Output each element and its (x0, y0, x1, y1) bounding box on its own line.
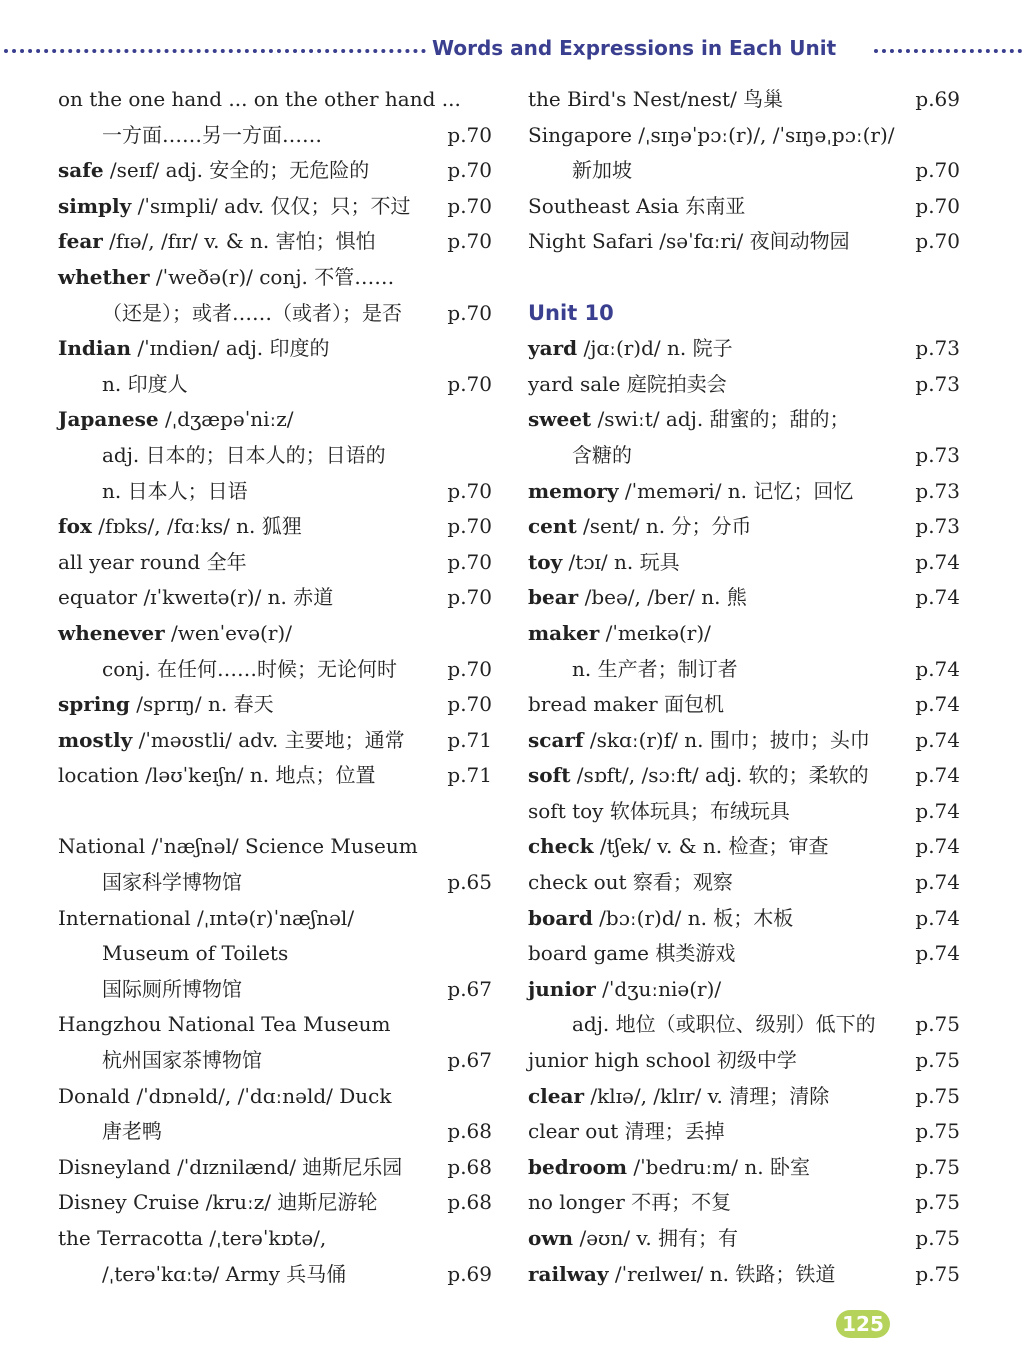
page-reference: p.75 (915, 1048, 960, 1073)
entry-text (572, 1007, 876, 1043)
vocab-entry (58, 1007, 492, 1043)
headword: toy (528, 549, 563, 574)
unit-heading (528, 296, 960, 332)
headword: Japanese (58, 407, 159, 432)
entry-text (102, 1043, 262, 1079)
vocab-entry (528, 224, 960, 260)
entry-text (58, 402, 294, 438)
entry-definition: location /ləʊˈkeɪʃn/ n. 地点；位置 (58, 763, 376, 788)
entry-text (58, 82, 461, 118)
entry-definition: yard sale 庭院拍卖会 (528, 371, 727, 396)
vocab-entry (528, 616, 960, 652)
entry-definition: clear out 清理；丢掉 (528, 1119, 725, 1144)
vocab-entry (528, 936, 960, 972)
vocab-entry (58, 1150, 492, 1186)
entry-definition: Southeast Asia 东南亚 (528, 193, 746, 218)
vocab-entry (528, 652, 960, 688)
entry-text (528, 296, 614, 332)
entry-text (58, 331, 330, 367)
vocab-entry (528, 687, 960, 723)
page-reference: p.74 (915, 692, 960, 717)
headword: mostly (58, 727, 133, 752)
entry-definition: soft toy 软体玩具；布绒玩具 (528, 798, 790, 823)
entry-text (528, 794, 790, 830)
page-reference: p.74 (915, 727, 960, 752)
entry-text (58, 153, 369, 189)
entry-text (528, 616, 711, 652)
page-reference: p.75 (915, 1190, 960, 1215)
page-reference: p.70 (447, 478, 492, 503)
page-reference: p.74 (915, 585, 960, 610)
entry-definition: n. 印度人 (102, 371, 188, 396)
entry-text (58, 758, 376, 794)
vocab-entry (58, 296, 492, 332)
page-reference: p.71 (447, 763, 492, 788)
entry-text (528, 189, 745, 225)
page-reference: p.70 (447, 585, 492, 610)
headword: Indian (58, 336, 131, 361)
entry-text (102, 438, 386, 474)
headword: bedroom (528, 1154, 628, 1179)
vocab-entry (58, 1043, 492, 1079)
entry-definition: /ˈɪndiən/ adj. 印度的 (130, 336, 330, 361)
entry-text (58, 580, 333, 616)
entry-definition: equator /ɪˈkweɪtə(r)/ n. 赤道 (58, 585, 334, 610)
entry-text (58, 723, 405, 759)
entry-text (528, 331, 733, 367)
vocab-entry (58, 829, 492, 865)
page-reference: p.70 (915, 158, 960, 183)
page-reference: p.69 (447, 1261, 492, 1286)
entry-definition: /ˈmeməri/ n. 记忆；回忆 (618, 478, 854, 503)
entry-text (528, 829, 829, 865)
entry-text (58, 901, 354, 937)
entry-text (528, 402, 850, 438)
entry-definition: /tʃek/ v. & n. 检查；审查 (593, 834, 829, 859)
entry-definition: /klɪə/, /klɪr/ v. 清理；清除 (584, 1083, 830, 1108)
page-reference: p.70 (447, 229, 492, 254)
entry-text (102, 474, 248, 510)
page-reference: p.73 (915, 336, 960, 361)
vocab-entry (58, 545, 492, 581)
entry-definition: adj. 地位（或职位、级别）低下的 (572, 1012, 876, 1037)
entry-text (528, 580, 747, 616)
header-dotted-rule-right (874, 49, 1022, 53)
page-reference: p.70 (447, 158, 492, 183)
page-reference: p.74 (915, 834, 960, 859)
entry-definition: /ˈməʊstli/ adv. 主要地；通常 (132, 727, 405, 752)
entry-definition: /seɪf/ adj. 安全的；无危险的 (103, 158, 370, 183)
entry-definition: Night Safari /səˈfɑːri/ 夜间动物园 (528, 229, 850, 254)
entry-definition: junior high school 初级中学 (528, 1048, 797, 1073)
entry-definition: /ˈreɪlweɪ/ n. 铁路；铁道 (608, 1261, 836, 1286)
entry-definition: /bɔː(r)d/ n. 板；木板 (592, 905, 794, 930)
vocab-entry (58, 474, 492, 510)
headword: cent (528, 514, 577, 539)
entry-definition: National /ˈnæʃnəl/ Science Museum (58, 834, 418, 859)
vocab-entry (58, 1221, 492, 1257)
entry-definition: /jɑː(r)d/ n. 院子 (577, 336, 733, 361)
entry-definition: /beə/, /ber/ n. 熊 (578, 585, 747, 610)
entry-definition: 含糖的 (572, 442, 632, 467)
entry-text (102, 367, 188, 403)
vocab-entry (528, 153, 960, 189)
entry-definition: bread maker 面包机 (528, 692, 725, 717)
entry-text (528, 224, 850, 260)
vocab-entry (58, 153, 492, 189)
page-reference: p.67 (447, 976, 492, 1001)
entry-definition: conj. 在任何……时候；无论何时 (102, 656, 398, 681)
entry-text (528, 687, 724, 723)
page-reference: p.70 (915, 229, 960, 254)
vocab-entry (528, 1043, 960, 1079)
entry-text (102, 1114, 162, 1150)
entry-definition: the Bird's Nest/nest/ 鸟巢 (528, 87, 784, 111)
page-reference: p.70 (447, 371, 492, 396)
vocab-entry (58, 438, 492, 474)
entry-definition: /ˈsɪmpli/ adv. 仅仅；只；不过 (131, 193, 411, 218)
spacer (58, 794, 492, 830)
entry-definition: /ˌdʒæpəˈniːz/ (158, 407, 294, 432)
entry-definition: /swiːt/ adj. 甜蜜的；甜的； (591, 407, 850, 432)
entry-definition: /fɒks/, /fɑːks/ n. 狐狸 (91, 514, 302, 539)
vocab-entry (58, 865, 492, 901)
page-reference: p.70 (447, 656, 492, 681)
entry-text (572, 153, 632, 189)
entry-text (58, 1221, 326, 1257)
entry-text (528, 758, 869, 794)
entry-text (528, 1221, 738, 1257)
headword: memory (528, 478, 619, 503)
vocab-entry (58, 652, 492, 688)
entry-definition: 新加坡 (572, 158, 632, 183)
vocab-entry (528, 758, 960, 794)
vocab-entry (58, 758, 492, 794)
entry-definition: /ˈbedruːm/ n. 卧室 (627, 1154, 810, 1179)
page-reference: p.65 (447, 870, 492, 895)
entry-text (58, 616, 292, 652)
page-reference: p.74 (915, 941, 960, 966)
headword: own (528, 1226, 574, 1250)
entry-text (528, 1185, 731, 1221)
vocab-entry (528, 367, 960, 403)
vocab-entry (528, 509, 960, 545)
headword: maker (528, 620, 600, 645)
headword: whenever (58, 620, 165, 645)
entry-text (528, 118, 895, 154)
entry-definition: /ˈdʒuːniə(r)/ (595, 976, 722, 1001)
page-reference: p.71 (447, 727, 492, 752)
entry-text (528, 1043, 797, 1079)
vocab-entry (528, 1185, 960, 1221)
spacer (528, 260, 960, 296)
entry-definition: adj. 日本的；日本人的；日语的 (102, 442, 386, 467)
vocab-entry (528, 1150, 960, 1186)
headword: board (528, 905, 593, 930)
entry-definition: Disneyland /ˈdɪznilænd/ 迪斯尼乐园 (58, 1154, 403, 1179)
page-reference: p.70 (447, 122, 492, 147)
page-reference: p.69 (915, 87, 960, 111)
entry-definition: /wenˈevə(r)/ (164, 620, 292, 645)
page-reference: p.74 (915, 905, 960, 930)
entry-definition: Hangzhou National Tea Museum (58, 1012, 391, 1037)
entry-text (58, 509, 302, 545)
vocab-entry (528, 474, 960, 510)
vocab-entry (58, 723, 492, 759)
page-reference: p.75 (915, 1012, 960, 1037)
page-reference: p.70 (447, 300, 492, 325)
vocab-entry (58, 331, 492, 367)
entry-definition: Unit 10 (528, 300, 614, 325)
page-reference: p.74 (915, 656, 960, 681)
vocab-entry (58, 367, 492, 403)
vocab-entry (58, 936, 492, 972)
entry-text (58, 1185, 377, 1221)
vocab-entry (528, 794, 960, 830)
headword: railway (528, 1261, 609, 1286)
vocab-entry (528, 1114, 960, 1150)
page-reference: p.73 (915, 371, 960, 396)
entry-text (58, 189, 411, 225)
page-reference: p.74 (915, 763, 960, 788)
entry-definition: the Terracotta /ˌterəˈkɒtə/, (58, 1226, 327, 1250)
entry-definition: on the one hand ... on the other hand ... (58, 87, 461, 111)
entry-definition: no longer 不再；不复 (528, 1190, 732, 1215)
entry-text (528, 723, 870, 759)
entry-text (58, 545, 247, 581)
page-reference: p.73 (915, 478, 960, 503)
entry-text (528, 1079, 829, 1115)
vocab-entry (58, 509, 492, 545)
entry-text (528, 1257, 835, 1293)
headword: safe (58, 158, 104, 183)
left-column (58, 82, 492, 1292)
headword: check (528, 834, 594, 859)
headword: clear (528, 1083, 584, 1108)
page-title: Words and Expressions in Each Unit (432, 36, 837, 60)
entry-definition: /skɑː(r)f/ n. 围巾；披巾；头巾 (583, 727, 870, 752)
entry-definition: 唐老鸭 (102, 1119, 162, 1144)
entry-text (58, 687, 274, 723)
headword: sweet (528, 407, 592, 432)
vocab-entry (58, 260, 492, 296)
entry-text (102, 865, 242, 901)
entry-text (528, 865, 733, 901)
page-reference: p.75 (915, 1154, 960, 1179)
entry-definition: Donald /ˈdɒnəld/, /ˈdɑːnəld/ Duck (58, 1083, 392, 1108)
vocab-entry (58, 224, 492, 260)
entry-definition: 国际厕所博物馆 (102, 976, 242, 1001)
entry-definition: International /ˌɪntə(r)ˈnæʃnəl/ (58, 905, 355, 930)
header-dotted-rule-left (4, 49, 426, 53)
entry-text (58, 1079, 391, 1115)
vocab-entry (58, 1114, 492, 1150)
vocab-entry (528, 723, 960, 759)
vocab-entry (58, 1185, 492, 1221)
entry-text (102, 972, 242, 1008)
page-reference: p.70 (447, 514, 492, 539)
entry-definition: 杭州国家茶博物馆 (102, 1048, 262, 1073)
headword: simply (58, 193, 132, 218)
headword: fear (58, 229, 103, 254)
entry-definition: /ˌterəˈkɑːtə/ Army 兵马俑 (102, 1261, 347, 1286)
entry-text (528, 545, 680, 581)
vocab-entry (528, 118, 960, 154)
entry-text (572, 652, 738, 688)
entry-text (102, 118, 322, 154)
page-reference: p.70 (447, 692, 492, 717)
entry-text (528, 82, 783, 118)
entry-text (528, 367, 727, 403)
headword: fox (58, 514, 92, 539)
entry-definition: /tɔɪ/ n. 玩具 (562, 549, 680, 574)
vocab-entry (58, 972, 492, 1008)
vocab-entry (528, 865, 960, 901)
vocab-entry (528, 438, 960, 474)
entry-definition: /ˈweðə(r)/ conj. 不管…… (149, 264, 395, 289)
vocab-entry (528, 1221, 960, 1257)
entry-definition: 一方面……另一方面…… (102, 122, 322, 147)
entry-text (58, 260, 394, 296)
headword: yard (528, 336, 578, 361)
page-reference: p.74 (915, 549, 960, 574)
vocab-entry (58, 118, 492, 154)
vocab-entry (528, 331, 960, 367)
page-reference: p.75 (915, 1083, 960, 1108)
entry-definition: /ˈmeɪkə(r)/ (599, 620, 711, 645)
vocab-entry (528, 545, 960, 581)
vocab-entry (58, 189, 492, 225)
page-number-badge: 125 (836, 1310, 890, 1338)
entry-text (528, 474, 853, 510)
vocab-entry (58, 901, 492, 937)
entry-definition: Museum of Toilets (102, 941, 289, 966)
vocab-entry (528, 189, 960, 225)
page-reference: p.75 (915, 1226, 960, 1250)
entry-definition: 国家科学博物馆 (102, 870, 242, 895)
page-header (0, 34, 1024, 64)
entry-text (528, 1150, 810, 1186)
vocab-entry (528, 901, 960, 937)
entry-definition: /əʊn/ v. 拥有；有 (573, 1226, 739, 1250)
page-reference: p.68 (447, 1154, 492, 1179)
vocab-entry (58, 580, 492, 616)
entry-definition: n. 生产者；制订者 (572, 656, 738, 681)
page-reference: p.73 (915, 514, 960, 539)
entry-definition: /sprɪŋ/ n. 春天 (129, 692, 274, 717)
entry-text (58, 829, 418, 865)
entry-text (528, 972, 721, 1008)
right-column (528, 82, 960, 1292)
page-reference: p.75 (915, 1261, 960, 1286)
entry-text (528, 509, 752, 545)
entry-text (102, 1257, 346, 1293)
entry-text (102, 936, 288, 972)
entry-text (102, 296, 402, 332)
page-reference: p.68 (447, 1190, 492, 1215)
vocab-entry (528, 972, 960, 1008)
entry-definition: /sent/ n. 分；分币 (576, 514, 752, 539)
entry-text (528, 901, 793, 937)
vocab-entry (528, 1257, 960, 1293)
headword: whether (58, 264, 150, 289)
entry-definition: /sɒft/, /sɔːft/ adj. 软的；柔软的 (570, 763, 869, 788)
entry-definition: /fɪə/, /fɪr/ v. & n. 害怕；惧怕 (102, 229, 376, 254)
entry-text (102, 652, 397, 688)
page-reference: p.68 (447, 1119, 492, 1144)
entry-definition: check out 察看；观察 (528, 870, 733, 895)
vocab-entry (528, 1079, 960, 1115)
vocab-entry (528, 1007, 960, 1043)
headword: junior (528, 976, 596, 1001)
vocab-entry (58, 1079, 492, 1115)
page-reference: p.70 (447, 193, 492, 218)
headword: bear (528, 585, 579, 610)
page-reference: p.74 (915, 870, 960, 895)
entry-definition: board game 棋类游戏 (528, 941, 736, 966)
headword: soft (528, 763, 571, 788)
entry-definition: n. 日本人；日语 (102, 478, 248, 503)
vocab-entry (528, 82, 960, 118)
entry-definition: Singapore /ˌsɪŋəˈpɔː(r)/, /ˈsɪŋəˌpɔː(r)/ (528, 122, 895, 147)
page-reference: p.73 (915, 442, 960, 467)
vocab-entry (58, 402, 492, 438)
vocab-entry (58, 1257, 492, 1293)
vocab-entry (58, 616, 492, 652)
headword: scarf (528, 727, 584, 752)
vocab-entry (528, 580, 960, 616)
page-reference: p.70 (915, 193, 960, 218)
page-reference: p.70 (447, 549, 492, 574)
entry-definition: all year round 全年 (58, 549, 247, 574)
entry-text (58, 1007, 390, 1043)
page-reference: p.75 (915, 1119, 960, 1144)
entry-text (58, 1150, 402, 1186)
headword: spring (58, 692, 130, 717)
entry-text (528, 936, 735, 972)
entry-definition: （还是）；或者……（或者）；是否 (102, 300, 402, 325)
vocab-entry (58, 82, 492, 118)
entry-text (572, 438, 632, 474)
vocab-entry (528, 402, 960, 438)
vocab-entry (58, 687, 492, 723)
page-reference: p.67 (447, 1048, 492, 1073)
page-reference: p.74 (915, 798, 960, 823)
vocab-entry (528, 829, 960, 865)
entry-text (58, 224, 376, 260)
entry-definition: Disney Cruise /kruːz/ 迪斯尼游轮 (58, 1190, 378, 1215)
entry-text (528, 1114, 725, 1150)
